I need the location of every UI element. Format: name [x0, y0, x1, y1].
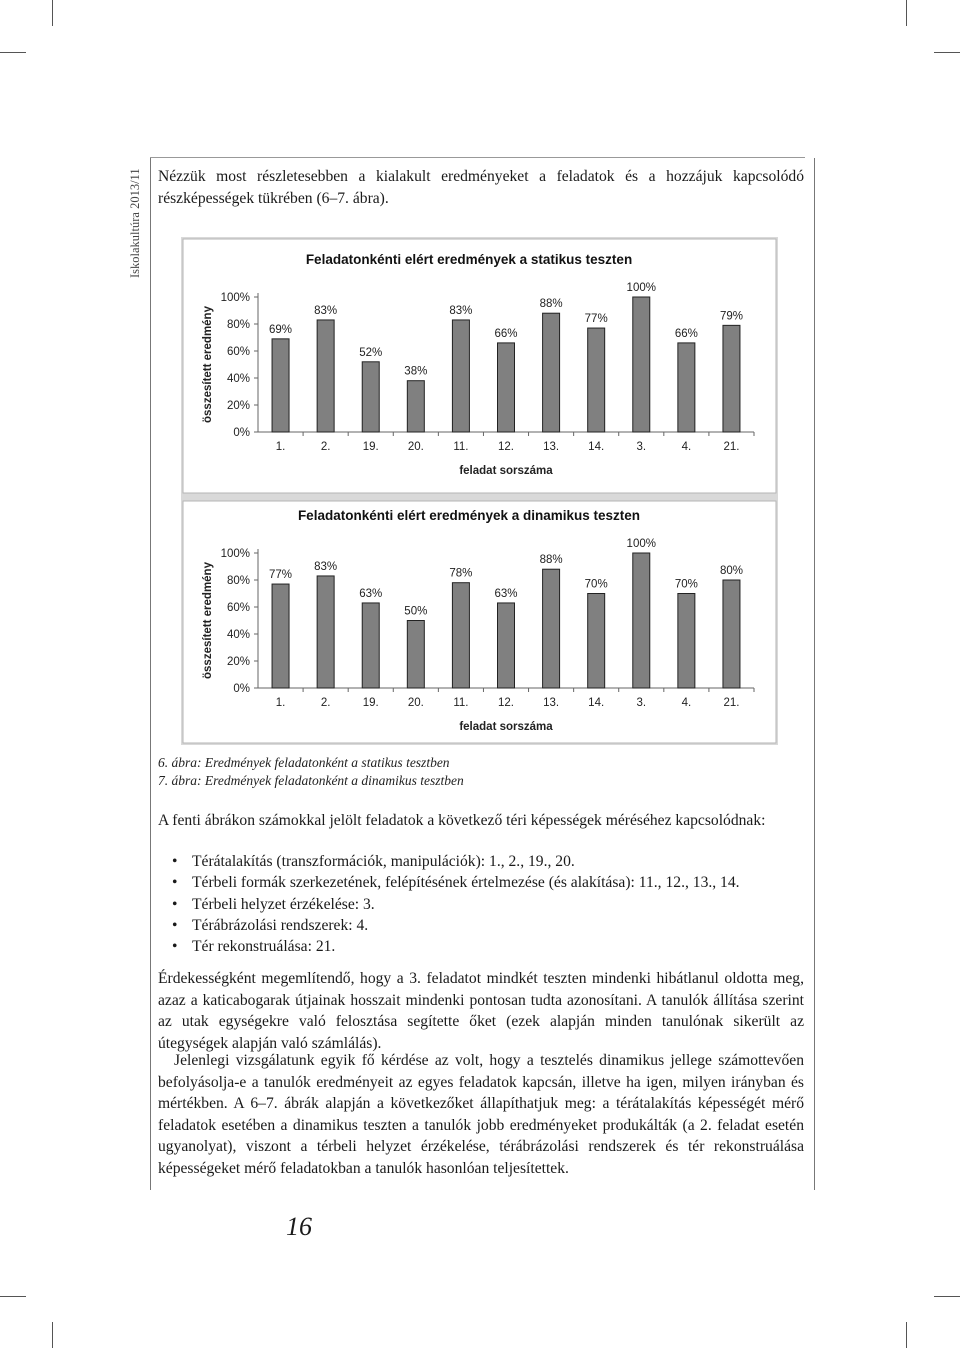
bar — [498, 343, 515, 432]
crop-mark — [0, 1296, 26, 1297]
x-tick-label: 12. — [498, 441, 514, 453]
bar — [633, 553, 650, 688]
bar — [588, 594, 605, 689]
x-tick-label: 20. — [407, 441, 424, 453]
crop-mark — [934, 52, 960, 53]
y-tick-label: 40% — [226, 373, 250, 385]
x-tick-label: 3. — [636, 441, 647, 453]
data-label: 63% — [359, 587, 383, 600]
bar — [272, 584, 289, 688]
chart-title: Feladatonkénti elért eredmények a statikus teszten — [305, 252, 633, 267]
bar — [317, 576, 334, 688]
data-label: 63% — [494, 587, 518, 600]
x-tick-label: 12. — [498, 697, 514, 709]
x-axis-label: feladat sorszáma — [459, 465, 553, 477]
bar — [678, 594, 695, 689]
bar — [272, 339, 289, 432]
data-label: 52% — [359, 346, 383, 359]
figure-charts — [181, 237, 778, 745]
page-number: 16 — [286, 1212, 312, 1241]
bar — [633, 297, 650, 432]
data-label: 80% — [719, 565, 743, 577]
left-rule — [150, 158, 151, 1190]
x-tick-label: 14. — [588, 697, 605, 709]
data-label: 100% — [626, 282, 656, 294]
data-label: 77% — [269, 569, 293, 582]
x-tick-label: 21. — [723, 697, 740, 709]
bar — [407, 621, 424, 689]
figure-caption-6: 6. ábra: Eredmények feladatonként a statikus tesztben — [158, 755, 450, 770]
journal-header — [128, 158, 142, 278]
journal-name: Iskolakultúra 2013/11 — [128, 168, 142, 278]
lead-paragraph: A fenti ábrákon számokkal jelölt feladatok a következő téri képességek méréséhez kapcsolódnak: — [158, 812, 766, 829]
x-tick-label: 14. — [588, 441, 605, 453]
crop-mark — [52, 1322, 53, 1348]
list-item: • Térbeli formák szerkezetének, felépítésének értelmezése (és alakítása): 11., 12., 13., 14. — [172, 872, 804, 893]
paragraph: Érdekességként megemlítendő, hogy a 3. feladatot mindkét teszten mindenki hibátlanul oldotta meg, azaz a katicabogarak útjainak hosszait mindenki pontosan tudta azonosítani. A tanulók állítása szerint az utak egységekre való felosztása segítette őket (ezek alapján minden tanulónak sikerült az útegységek alapján való számlálás). — [158, 970, 804, 1052]
top-rule — [150, 157, 805, 158]
intro-paragraph: Nézzük most részletesebben a kialakult eredményeket a feladatok és a hozzájuk kapcsolódó részképességek tükrében (6–7. ábra). — [158, 168, 804, 207]
y-tick-label: 100% — [220, 548, 250, 560]
bar — [407, 381, 424, 432]
data-label: 70% — [674, 578, 698, 591]
data-label: 83% — [314, 304, 338, 317]
y-tick-label: 40% — [226, 629, 250, 641]
x-axis-label: feladat sorszáma — [459, 721, 553, 733]
data-label: 50% — [404, 605, 428, 618]
y-tick-label: 0% — [233, 683, 250, 695]
x-tick-label: 19. — [362, 697, 379, 709]
bar — [452, 583, 469, 688]
x-tick-label: 2. — [320, 697, 331, 709]
y-axis-label: összesített eredmény — [202, 306, 214, 423]
data-label: 66% — [674, 327, 698, 340]
data-label: 69% — [269, 323, 293, 336]
data-label: 77% — [584, 313, 608, 326]
x-tick-label: 20. — [407, 697, 424, 709]
data-label: 79% — [719, 310, 743, 323]
crop-mark — [934, 1296, 960, 1297]
x-tick-label: 19. — [362, 441, 379, 453]
y-tick-label: 60% — [226, 346, 250, 358]
bar — [723, 325, 740, 432]
bar — [452, 320, 469, 432]
x-tick-label: 4. — [681, 697, 692, 709]
bar — [362, 603, 379, 688]
data-label: 66% — [494, 327, 518, 340]
data-label: 78% — [449, 567, 473, 580]
y-tick-label: 60% — [226, 602, 250, 614]
bar — [317, 320, 334, 432]
x-tick-label: 2. — [320, 441, 331, 453]
data-label: 83% — [449, 304, 473, 317]
x-tick-label: 13. — [543, 441, 560, 453]
data-label: 83% — [314, 560, 338, 573]
y-tick-label: 100% — [220, 292, 250, 304]
x-tick-label: 21. — [723, 441, 740, 453]
y-axis-label: összesített eredmény — [202, 562, 214, 679]
data-label: 70% — [584, 578, 608, 591]
x-tick-label: 3. — [636, 697, 647, 709]
list-item: • Térbeli helyzet érzékelése: 3. — [172, 894, 804, 915]
x-tick-label: 1. — [275, 697, 286, 709]
x-tick-label: 11. — [453, 697, 469, 709]
list-item: • Térátalakítás (transzformációk, manipulációk): 1., 2., 19., 20. — [172, 851, 804, 872]
data-label: 100% — [626, 538, 656, 550]
list-item: • Tér rekonstruálása: 21. — [172, 936, 804, 957]
paragraph: Jelenlegi vizsgálatunk egyik fő kérdése az volt, hogy a tesztelés dinamikus jellege számottevően befolyásolja-e a tanulók eredményeit az egyes feladatok kapcsán, illetve ha igen, milyen irányban és mértékben. A 6–7. ábrák alapján a következőket állapíthatjuk meg: a térátalakítás képességét mérő feladatok esetében a dinamikus teszten a tanulók jobb eredményeket produkálták (a 2. feladat esetén ugyanolyat), viszont a térbeli helyzet érzékelése, térábrázolási rendszerek és tér rekonstruálása képességeket mérő feladatokban a tanulók hasonlóan teljesítettek. — [158, 1052, 804, 1177]
y-tick-label: 80% — [226, 575, 250, 587]
data-label: 88% — [539, 298, 563, 311]
y-tick-label: 0% — [233, 427, 250, 439]
data-label: 38% — [404, 365, 428, 378]
bar — [362, 362, 379, 432]
x-tick-label: 4. — [681, 441, 692, 453]
crop-mark — [906, 0, 907, 26]
list-item: • Térábrázolási rendszerek: 4. — [172, 915, 804, 936]
x-tick-label: 1. — [275, 441, 286, 453]
bar — [543, 313, 560, 432]
right-rule — [814, 158, 815, 1190]
bar — [723, 580, 740, 688]
y-tick-label: 20% — [226, 656, 250, 668]
bar — [543, 569, 560, 688]
y-tick-label: 20% — [226, 400, 250, 412]
data-label: 88% — [539, 554, 563, 567]
bar — [588, 328, 605, 432]
figure-caption-7: 7. ábra: Eredmények feladatonként a dinamikus tesztben — [158, 773, 464, 788]
chart-title: Feladatonkénti elért eredmények a dinamikus teszten — [297, 508, 641, 523]
skill-list — [172, 851, 804, 957]
crop-mark — [906, 1322, 907, 1348]
x-tick-label: 13. — [543, 697, 560, 709]
bar — [498, 603, 515, 688]
y-tick-label: 80% — [226, 319, 250, 331]
crop-mark — [52, 0, 53, 26]
bar — [678, 343, 695, 432]
crop-mark — [0, 52, 26, 53]
x-tick-label: 11. — [453, 441, 469, 453]
